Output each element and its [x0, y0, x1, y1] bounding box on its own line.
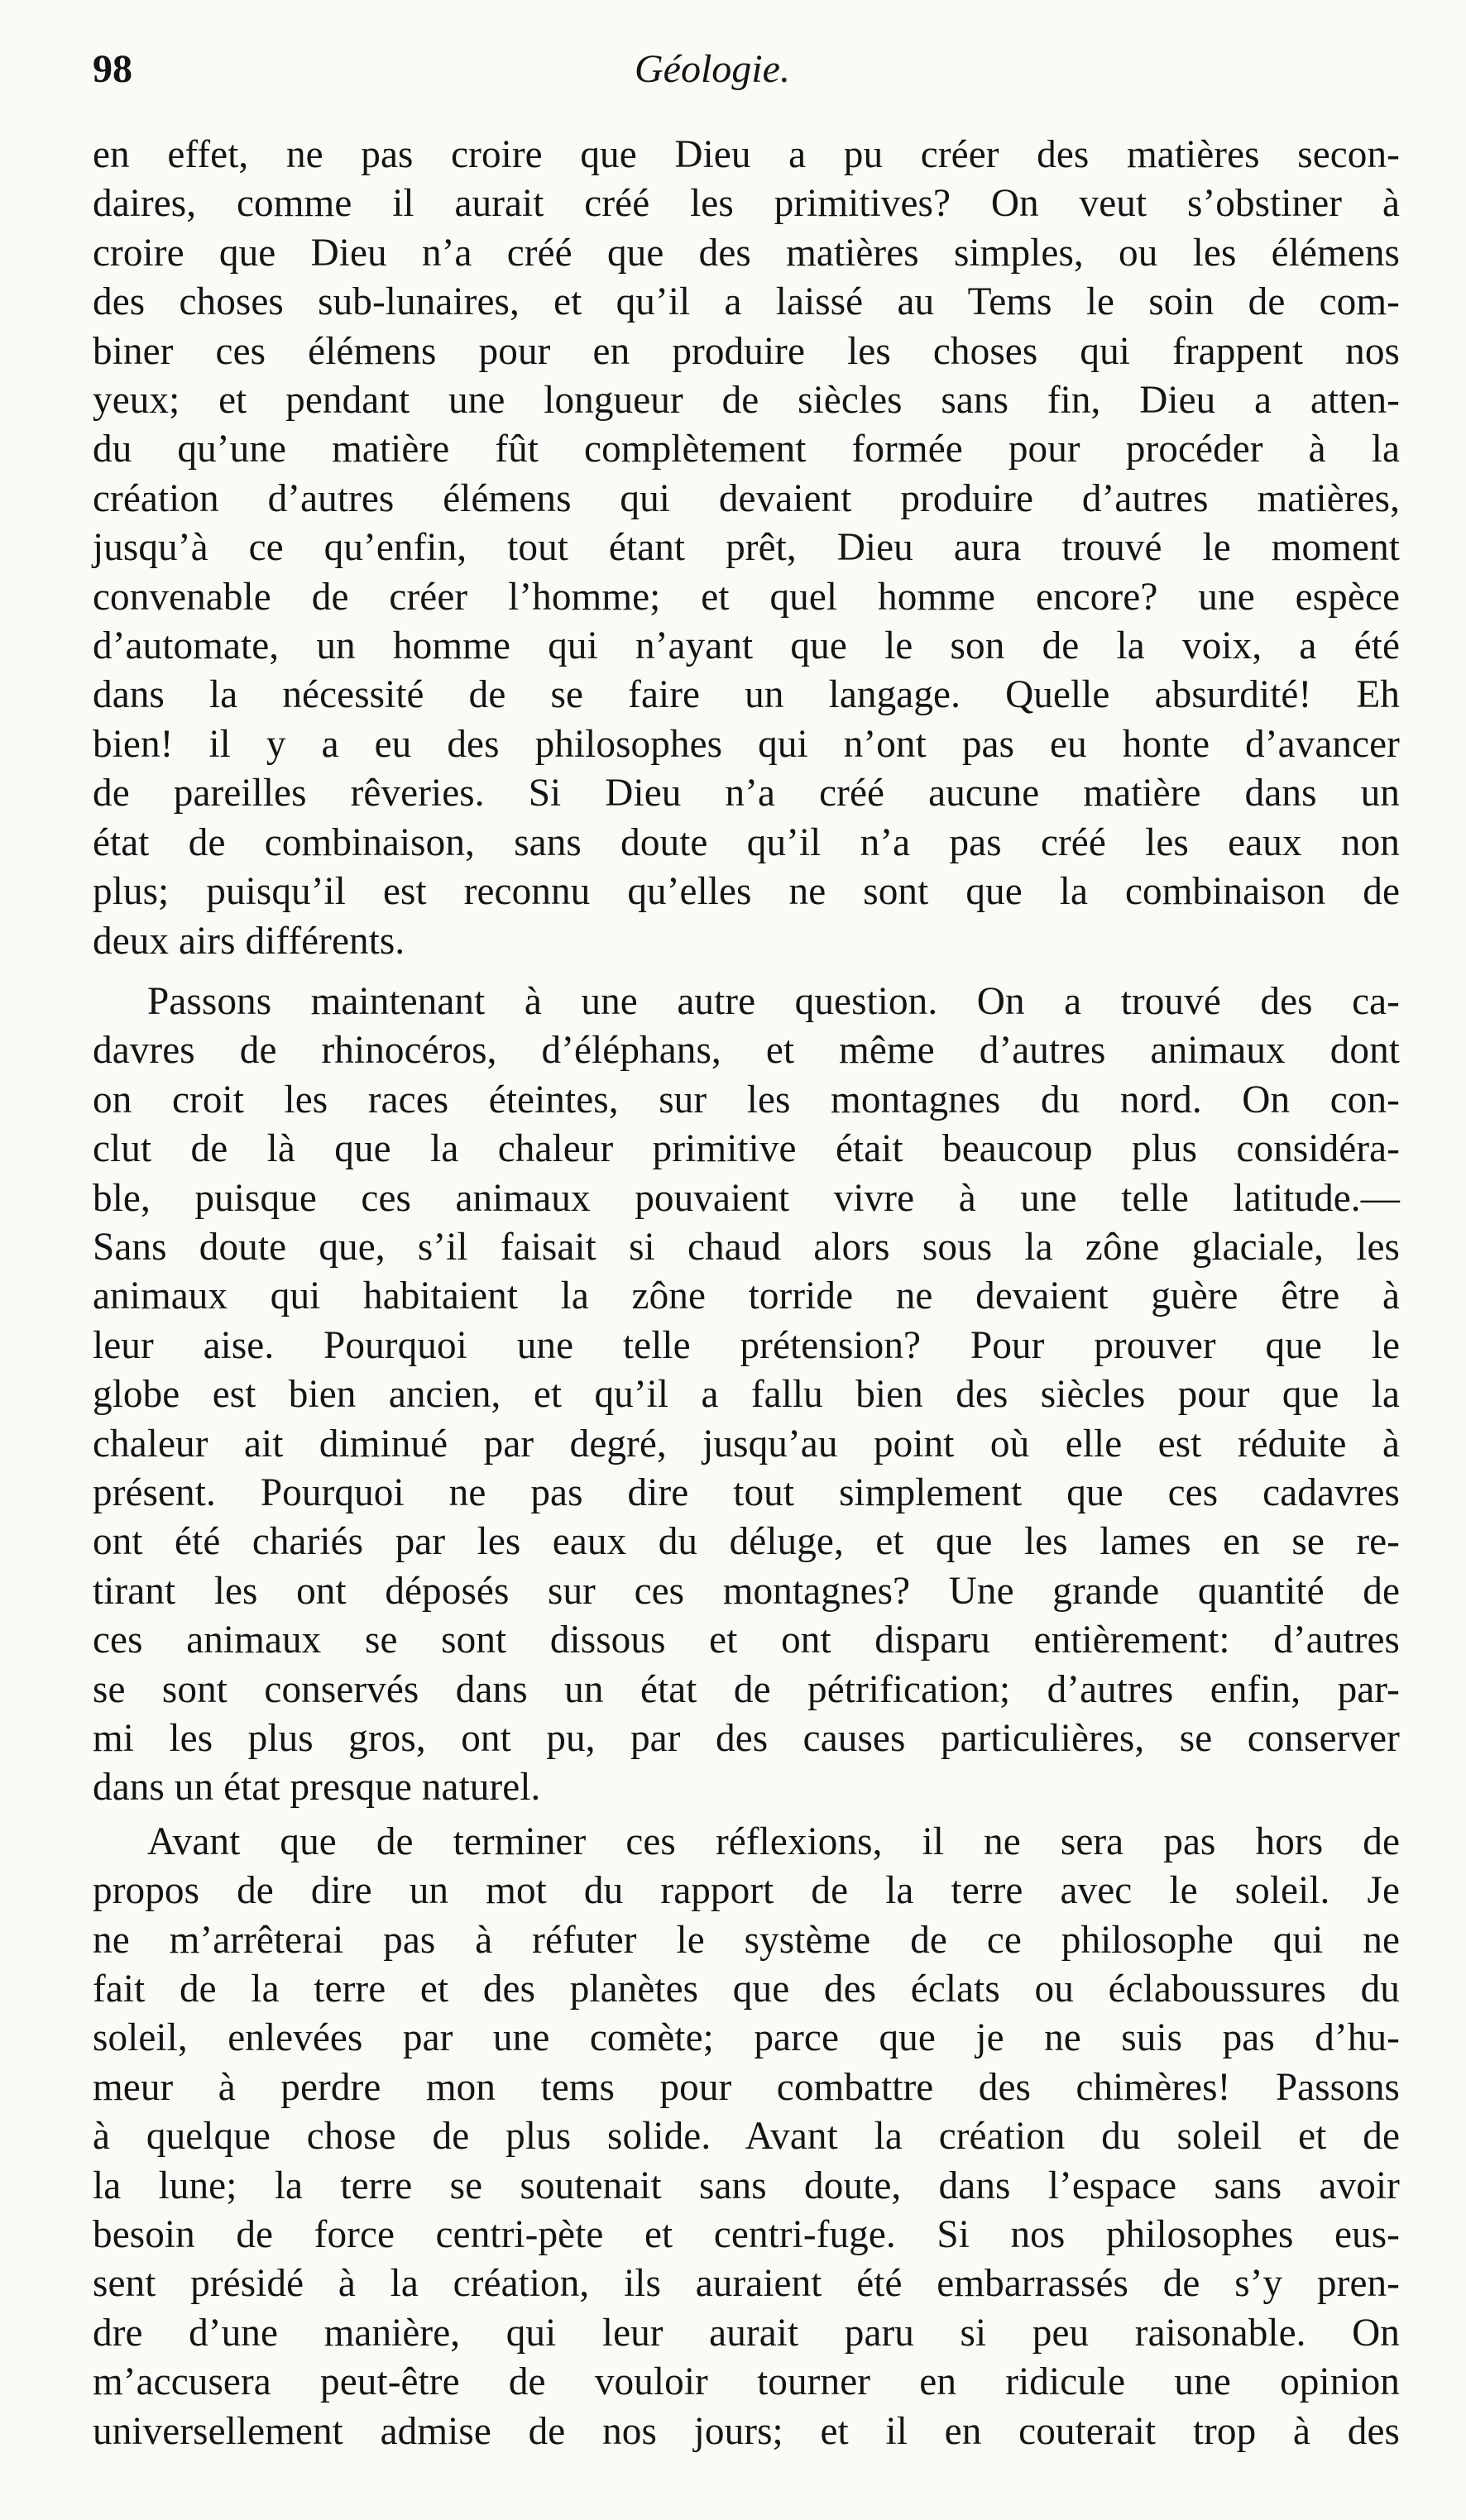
text-line: clut de là que la chaleur primitive était beaucoup plus considéra-: [93, 1127, 1400, 1171]
text-line: jusqu’à ce qu’enfin, tout étant prêt, Dieu aura trouvé le moment: [93, 526, 1400, 570]
text-line: croire que Dieu n’a créé que des matières simples, ou les élémens: [93, 231, 1400, 275]
text-line: bien! il y a eu des philosophes qui n’ont pas eu honte d’avancer: [93, 722, 1400, 766]
text-line: yeux; et pendant une longueur de siècles sans fin, Dieu a atten-: [93, 379, 1400, 423]
text-line: animaux qui habitaient la zône torride ne devaient guère être à: [93, 1274, 1400, 1318]
text-line: à quelque chose de plus solide. Avant la création du soleil et de: [93, 2115, 1400, 2159]
text-line: du qu’une matière fût complètement formée pour procéder à la: [93, 428, 1400, 471]
text-line: la lune; la terre se soutenait sans doute, dans l’espace sans avoir: [93, 2164, 1400, 2207]
page-text: [93, 131, 1400, 2456]
text-line: en effet, ne pas croire que Dieu a pu créer des matières secon-: [93, 133, 1400, 176]
text-line: chaleur ait diminué par degré, jusqu’au point où elle est réduite à: [93, 1422, 1400, 1466]
text-line: soleil, enlevées par une comète; parce que je ne suis pas d’hu-: [93, 2016, 1400, 2060]
text-line: m’accusera peut-être de vouloir tourner en ridicule une opinion: [93, 2360, 1400, 2404]
text-line: se sont conservés dans un état de pétrification; d’autres enfin, par-: [93, 1667, 1400, 1711]
text-line: convenable de créer l’homme; et quel homme encore? une espèce: [93, 575, 1400, 619]
paragraph-start-line: Avant que de terminer ces réflexions, il ne sera pas hors de: [147, 1819, 1400, 1863]
text-line: tirant les ont déposés sur ces montagnes? Une grande quantité de: [93, 1569, 1400, 1613]
text-line: on croit les races éteintes, sur les montagnes du nord. On con-: [93, 1078, 1400, 1121]
text-line: d’automate, un homme qui n’ayant que le son de la voix, a été: [93, 624, 1400, 668]
text-line: ces animaux se sont dissous et ont disparu entièrement: d’autres: [93, 1619, 1400, 1662]
text-line: dre d’une manière, qui leur aurait paru si peu raisonable. On: [93, 2311, 1400, 2355]
paragraph-start-line: Passons maintenant à une autre question. On a trouvé des ca-: [147, 979, 1400, 1023]
text-line: globe est bien ancien, et qu’il a fallu bien des siècles pour que la: [93, 1373, 1400, 1417]
text-line: biner ces élémens pour en produire les choses qui frappent nos: [93, 329, 1400, 373]
page-number: 98: [93, 47, 132, 91]
text-line: de pareilles rêveries. Si Dieu n’a créé aucune matière dans un: [93, 772, 1400, 815]
text-line: fait de la terre et des planètes que des éclats ou éclaboussures du: [93, 1968, 1400, 2011]
text-line: plus; puisqu’il est reconnu qu’elles ne sont que la combinaison de: [93, 870, 1400, 914]
book-page: [93, 47, 1400, 2456]
text-line: ne m’arrêterai pas à réfuter le système de ce philosophe qui ne: [93, 1918, 1400, 1962]
page-header: [93, 47, 1400, 101]
text-line: sent présidé à la création, ils auraient été embarrassés de s’y pren-: [93, 2262, 1400, 2306]
text-line: état de combinaison, sans doute qu’il n’a pas créé les eaux non: [93, 820, 1400, 864]
text-line: daires, comme il aurait créé les primitives? On veut s’obstiner à: [93, 182, 1400, 226]
text-line: deux airs différents.: [93, 919, 405, 963]
text-line: meur à perdre mon tems pour combattre des chimères! Passons: [93, 2065, 1400, 2109]
text-line: davres de rhinocéros, d’éléphans, et même d’autres animaux dont: [93, 1029, 1400, 1073]
running-title: Géologie.: [635, 47, 790, 91]
text-line: ble, puisque ces animaux pouvaient vivre à une telle latitude.—: [93, 1176, 1400, 1220]
text-line: propos de dire un mot du rapport de la terre avec le soleil. Je: [93, 1869, 1400, 1913]
text-line: présent. Pourquoi ne pas dire tout simplement que ces cadavres: [93, 1470, 1400, 1514]
text-line: création d’autres élémens qui devaient produire d’autres matières,: [93, 476, 1400, 520]
text-line: dans un état presque naturel.: [93, 1766, 541, 1810]
text-line: besoin de force centri-pète et centri-fuge. Si nos philosophes eus-: [93, 2213, 1400, 2257]
text-line: des choses sub-lunaires, et qu’il a laissé au Tems le soin de com-: [93, 280, 1400, 324]
text-line: Sans doute que, s’il faisait si chaud alors sous la zône glaciale, les: [93, 1225, 1400, 1269]
text-line: leur aise. Pourquoi une telle prétension? Pour prouver que le: [93, 1323, 1400, 1367]
text-line: mi les plus gros, ont pu, par des causes particulières, se conserver: [93, 1717, 1400, 1760]
text-line: dans la nécessité de se faire un langage. Quelle absurdité! Eh: [93, 673, 1400, 717]
text-line: universellement admise de nos jours; et il en couterait trop à des: [93, 2409, 1400, 2453]
text-line: ont été chariés par les eaux du déluge, et que les lames en se re-: [93, 1520, 1400, 1564]
